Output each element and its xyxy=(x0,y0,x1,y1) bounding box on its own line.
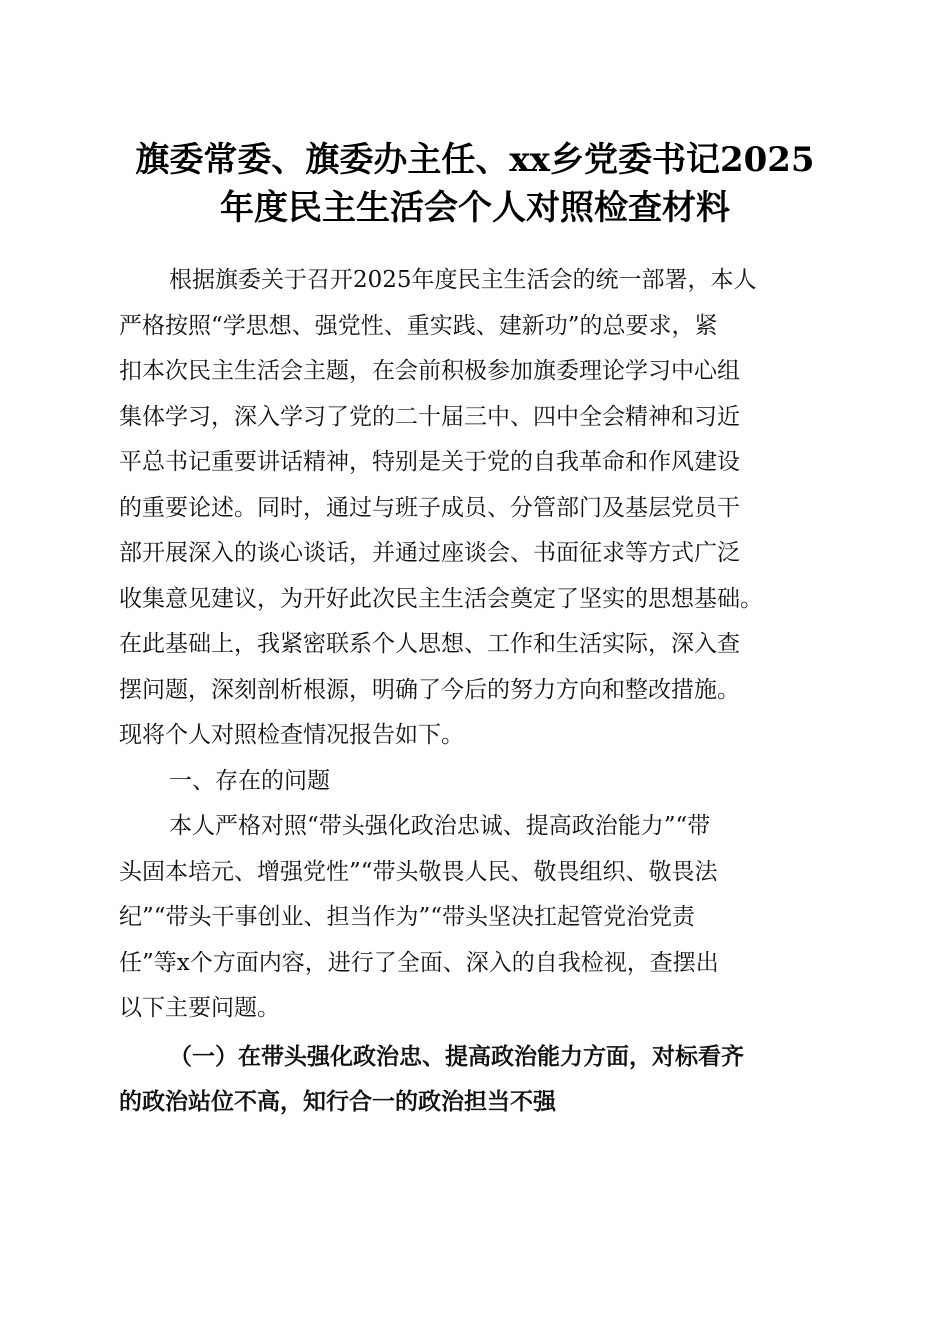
title-line-2: 年度民主生活会个人对照检查材料 xyxy=(220,188,730,228)
subsection-heading-1 xyxy=(119,1034,831,1125)
problems-line: 本人严格对照“带头强化政治忠诚、提高政治能力”“带 xyxy=(169,813,711,839)
intro-line: 在此基础上，我紧密联系个人思想、工作和生活实际，深入查 xyxy=(119,631,740,657)
subsection-heading-line: （一）在带头强化政治忠、提高政治能力方面，对标看齐 xyxy=(169,1042,744,1070)
subsection-heading-line: 的政治站位不高，知行合一的政治担当不强 xyxy=(119,1088,556,1115)
intro-paragraph xyxy=(119,258,831,759)
problems-paragraph xyxy=(119,804,831,1032)
document-body xyxy=(119,258,831,1125)
intro-line: 集体学习，深入学习了党的二十届三中、四中全会精神和习近 xyxy=(119,403,740,430)
problems-line: 纪”“带头干事创业、担当作为”“带头坚决扛起管党治党责 xyxy=(119,904,696,930)
title-line-1: 旗委常委、旗委办主任、xx乡党委书记2025 xyxy=(135,140,815,180)
section-heading-text: 一、存在的问题 xyxy=(169,767,330,794)
intro-line: 严格按照“学思想、强党性、重实践、建新功”的总要求，紧 xyxy=(119,312,718,339)
problems-line: 头固本培元、增强党性”“带头敬畏人民、敬畏组织、敬畏法 xyxy=(119,858,718,885)
problems-line: 以下主要问题。 xyxy=(119,995,280,1021)
intro-line: 的重要论述。同时，通过与班子成员、分管部门及基层党员干 xyxy=(119,494,740,521)
section-heading-problems xyxy=(119,759,831,805)
intro-line: 根据旗委关于召开2025年度民主生活会的统一部署，本人 xyxy=(169,267,757,293)
intro-line: 平总书记重要讲话精神，特别是关于党的自我革命和作风建设 xyxy=(119,449,740,475)
intro-line: 收集意见建议，为开好此次民主生活会奠定了坚实的思想基础。 xyxy=(119,585,763,612)
intro-line: 摆问题，深刻剖析根源，明确了今后的努力方向和整改措施。 xyxy=(119,676,740,703)
intro-line: 扣本次民主生活会主题，在会前积极参加旗委理论学习中心组 xyxy=(119,358,740,384)
problems-line: 任”等x个方面内容，进行了全面、深入的自我检视，查摆出 xyxy=(119,949,719,976)
intro-line: 现将个人对照检查情况报告如下。 xyxy=(119,722,464,748)
document-title xyxy=(100,136,850,232)
intro-line: 部开展深入的谈心谈话，并通过座谈会、书面征求等方式广泛 xyxy=(119,540,740,566)
